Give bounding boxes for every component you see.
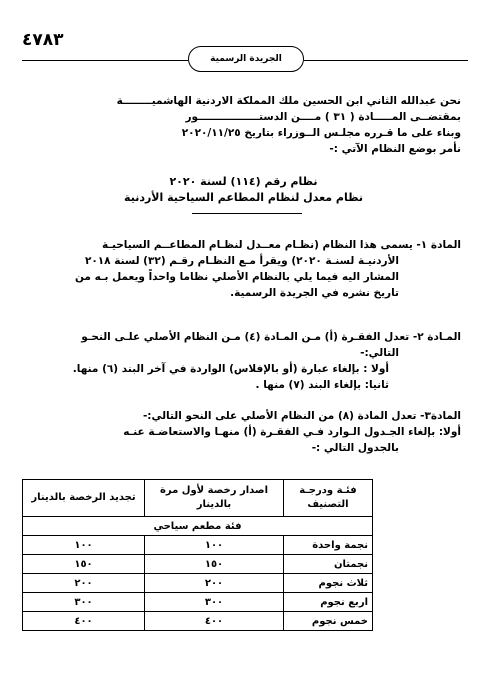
article-3-line: أولا: بإلغاء الجـدول الـوارد فـي الفقـرة (أ) منهـا والاستعاضـة عنـه <box>123 426 461 438</box>
table-row <box>23 555 373 574</box>
fee-table-header-row <box>23 480 373 517</box>
category-cell: نجمتان <box>284 555 373 574</box>
fee-table-section-row <box>23 517 373 536</box>
article-3-line: بالجدول التالي :- <box>311 442 399 454</box>
category-cell: نجمة واحدة <box>284 536 373 555</box>
article-3-line: المادة٣- تعدل المادة (٨) من النظام الأصلي على النحو التالي:- <box>142 410 461 422</box>
header-renewal: تجديد الرخصة بالدينار <box>23 480 145 517</box>
table-row <box>23 593 373 612</box>
article-2 <box>73 329 461 393</box>
renewal-cell: ٣٠٠ <box>23 593 145 612</box>
first-license-cell: ١٥٠ <box>145 555 284 574</box>
first-license-cell: ٢٠٠ <box>145 574 284 593</box>
renewal-cell: ١٠٠ <box>23 536 145 555</box>
article-3 <box>123 408 461 456</box>
first-license-cell: ١٠٠ <box>145 536 284 555</box>
preamble-line: وبناء على ما قـرره مجلـس الــوزراء بتاريخ ٢٠٢٠/١١/٢٥ <box>181 127 461 139</box>
article-2-line: التالي:- <box>360 347 399 359</box>
header-rule-right <box>304 60 468 61</box>
table-row <box>23 574 373 593</box>
article-1 <box>75 237 461 301</box>
table-row <box>23 536 373 555</box>
article-2-line: المـادة ٢- تعدل الفقـرة (أ) مـن المـادة (٤) مـن النظام الأصلي علـى النحـو <box>81 331 461 343</box>
table-row <box>23 612 373 631</box>
renewal-cell: ١٥٠ <box>23 555 145 574</box>
article-2-line: أولا : بإلغاء عبارة (أو بالإفلاس) الواردة في آخر البند (٦) منها. <box>72 363 389 375</box>
article-1-line: الأردنيـة لسنـة ٢٠٢٠) ويقرأ مـع النظـام رقـم (٣٢) لسنة ٢٠١٨ <box>84 255 399 267</box>
category-cell: اربع نجوم <box>284 593 373 612</box>
page-number: ٤٧٨٣ <box>22 30 64 50</box>
preamble <box>117 93 461 157</box>
gazette-label: الجريدة الرسمية <box>188 46 304 72</box>
renewal-cell: ٤٠٠ <box>23 612 145 631</box>
article-1-line: تاريخ نشره في الجريدة الرسمية. <box>230 287 399 299</box>
first-license-cell: ٤٠٠ <box>145 612 284 631</box>
renewal-cell: ٢٠٠ <box>23 574 145 593</box>
preamble-line: بمقتضــى المـــــادة ( ٣١ ) مــــن الدستـــــــــــــــــور <box>185 111 461 123</box>
header-category: فئـة ودرجـة التصنيف <box>284 480 373 517</box>
fee-table <box>22 479 373 631</box>
article-2-line: ثانيا: بإلغاء البند (٧) منها . <box>255 379 389 391</box>
header-first-license: اصدار رخصة لأول مرة بالدينار <box>145 480 284 517</box>
first-license-cell: ٣٠٠ <box>145 593 284 612</box>
title-underline <box>192 213 302 214</box>
header-rule-left <box>22 60 188 61</box>
preamble-line: نأمر بوضع النظام الآتي :- <box>329 143 461 155</box>
article-1-line: المادة ١- يسمى هذا النظام (نظـام معــدل لنظـام المطاعــم السياحيـة <box>102 239 461 251</box>
category-cell: ثلاث نجوم <box>284 574 373 593</box>
category-cell: خمس نجوم <box>284 612 373 631</box>
article-1-line: المشار اليه فيما يلي بالنظام الأصلي نظاما واحداً ويعمل بـه من <box>74 271 399 283</box>
section-label: فئة مطعم سياحي <box>23 517 373 536</box>
regulation-title: نظام معدل لنظام المطاعم السياحية الأردنية <box>124 191 363 204</box>
preamble-line: نحن عبدالله الثاني ابن الحسين ملك المملكة الاردنية الهاشميــــــــة <box>116 95 461 107</box>
regulation-number: نظام رقم (١١٤) لسنة ٢٠٢٠ <box>169 175 318 188</box>
